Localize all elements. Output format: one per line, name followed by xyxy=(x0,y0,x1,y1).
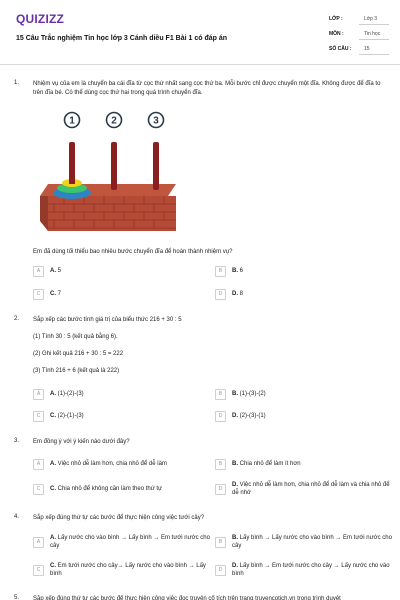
option-letter-box: A xyxy=(33,389,44,400)
option-text: Lấy bình → Em tưới nước cho cây → Lấy nước cho vào bình xyxy=(232,563,390,577)
worksheet-title: 15 Câu Trắc nghiệm Tin học lớp 3 Cánh diều F1 Bài 1 có đáp án xyxy=(16,35,228,42)
brick-base-side xyxy=(40,196,48,231)
option-label: B. xyxy=(232,268,238,274)
meta-count-underline xyxy=(359,54,389,55)
option-label: D. xyxy=(232,413,238,419)
option-text: Việc nhỏ dễ làm hơn, chia nhỏ để dễ làm và chia nhỏ để dễ nhớ xyxy=(232,482,390,496)
worksheet-header xyxy=(0,0,400,65)
option-letter-box: D xyxy=(215,565,226,576)
question-step: (2) Ghi kết quả 216 + 30 : 5 = 222 xyxy=(33,351,124,357)
option-label: C. xyxy=(50,486,56,492)
quizizz-logo: QUIZIZZ xyxy=(16,12,65,26)
question-number: 2. xyxy=(14,316,20,322)
peg-3 xyxy=(153,142,159,190)
question-text: Sắp xếp các bước tính giá trị của biểu thức 216 + 30 : 5 xyxy=(33,317,182,323)
option-text: Em tưới nước cho cây→ Lấy nước cho vào bình → Lấy bình xyxy=(50,563,206,577)
option-letter-box: C xyxy=(33,484,44,495)
option-label: D. xyxy=(232,291,238,297)
option-label: A. xyxy=(50,268,56,274)
option-label: A. xyxy=(50,535,56,541)
meta-count-value: 15 xyxy=(364,46,370,52)
question-number: 3. xyxy=(14,438,20,444)
peg-label-3: 3 xyxy=(153,115,159,127)
option-text: 5 xyxy=(57,268,62,274)
option-letter-box: B xyxy=(215,266,226,277)
meta-subject-label: MÔN : xyxy=(329,31,344,37)
option-label: A. xyxy=(50,391,56,397)
option-label: B. xyxy=(232,391,238,397)
option-letter-box: B xyxy=(215,537,226,548)
option-text: (1)-(3)-(2) xyxy=(239,391,266,397)
option-text: Lấy nước cho vào bình → Lấy bình → Em tưới nước cho cây xyxy=(50,535,210,549)
option-text: (1)-(2)-(3) xyxy=(57,391,84,397)
question-text: Sắp xếp đúng thứ tự các bước để thực hiện công việc đọc truyện cổ tích trên trang truyencotich.vn trong trình duyệt xyxy=(33,596,341,600)
option-letter-box: C xyxy=(33,411,44,422)
option-letter-box: C xyxy=(33,289,44,300)
peg-label-2: 2 xyxy=(111,115,117,127)
option-label: A. xyxy=(50,461,56,467)
option-letter-box: A xyxy=(33,537,44,548)
option-label: D. xyxy=(232,482,238,488)
meta-count-label: SỐ CÂU : xyxy=(329,46,352,52)
question-step: (3) Tính 216 + 6 (kết quả là 222) xyxy=(33,368,120,374)
option-letter-box: D xyxy=(215,484,226,495)
option-label: D. xyxy=(232,563,238,569)
option-text: (2)-(3)-(1) xyxy=(239,413,266,419)
meta-class-label: LỚP : xyxy=(329,16,343,22)
meta-subject-value: Tin học xyxy=(364,31,381,37)
question-text: Nhiệm vụ của em là chuyển ba cái đĩa từ cọc thứ nhất sang cọc thứ ba. Mỗi bước chỉ được chuyển một đĩa. Không được để đĩa to trên đĩa bé. Có thể dùng cọc thứ hai trong quá trình chuyển đĩa. xyxy=(33,81,381,96)
question-text: Sắp xếp đúng thứ tự các bước để thực hiện công việc tưới cây? xyxy=(33,515,205,521)
option-letter-box: B xyxy=(215,389,226,400)
option-label: C. xyxy=(50,563,56,569)
meta-class-underline xyxy=(359,24,389,25)
option-text: (2)-(1)-(3) xyxy=(57,413,84,419)
option-text: 7 xyxy=(57,291,62,297)
brick-base-front xyxy=(48,196,176,231)
option-letter-box: D xyxy=(215,411,226,422)
option-text: Chia nhỏ để làm ít hơn xyxy=(239,461,301,467)
question-number: 5. xyxy=(14,595,20,600)
option-text: 6 xyxy=(239,268,244,274)
option-letter-box: A xyxy=(33,266,44,277)
peg-2 xyxy=(111,142,117,190)
option-label: B. xyxy=(232,535,238,541)
peg-label-1: 1 xyxy=(69,115,75,127)
option-letter-box: A xyxy=(33,459,44,470)
meta-class-value: Lớp 3 xyxy=(364,16,378,22)
question-number: 1. xyxy=(14,80,20,86)
option-letter-box: D xyxy=(215,289,226,300)
question-number: 4. xyxy=(14,514,20,520)
option-label: C. xyxy=(50,413,56,419)
option-label: B. xyxy=(232,461,238,467)
option-label: C. xyxy=(50,291,56,297)
option-text: 8 xyxy=(239,291,244,297)
meta-subject-underline xyxy=(359,39,389,40)
option-text: Lấy bình → Lấy nước cho vào bình → Em tưới nước cho cây xyxy=(232,535,392,549)
option-letter-box: B xyxy=(215,459,226,470)
peg-1-top xyxy=(69,178,75,184)
question-text: Em đồng ý với ý kiến nào dưới đây? xyxy=(33,439,130,445)
option-text: Việc nhỏ dễ làm hơn, chia nhỏ để dễ làm xyxy=(57,461,167,467)
question-prompt: Em đã dùng tối thiểu bao nhiêu bước chuyển đĩa để hoàn thành nhiệm vụ? xyxy=(33,249,233,255)
question-step: (1) Tính 30 : 5 (kết quả bằng 6). xyxy=(33,334,118,340)
option-text: Chia nhỏ để không cần làm theo thứ tự xyxy=(57,486,163,492)
option-letter-box: C xyxy=(33,565,44,576)
tower-of-hanoi-image xyxy=(40,108,180,243)
